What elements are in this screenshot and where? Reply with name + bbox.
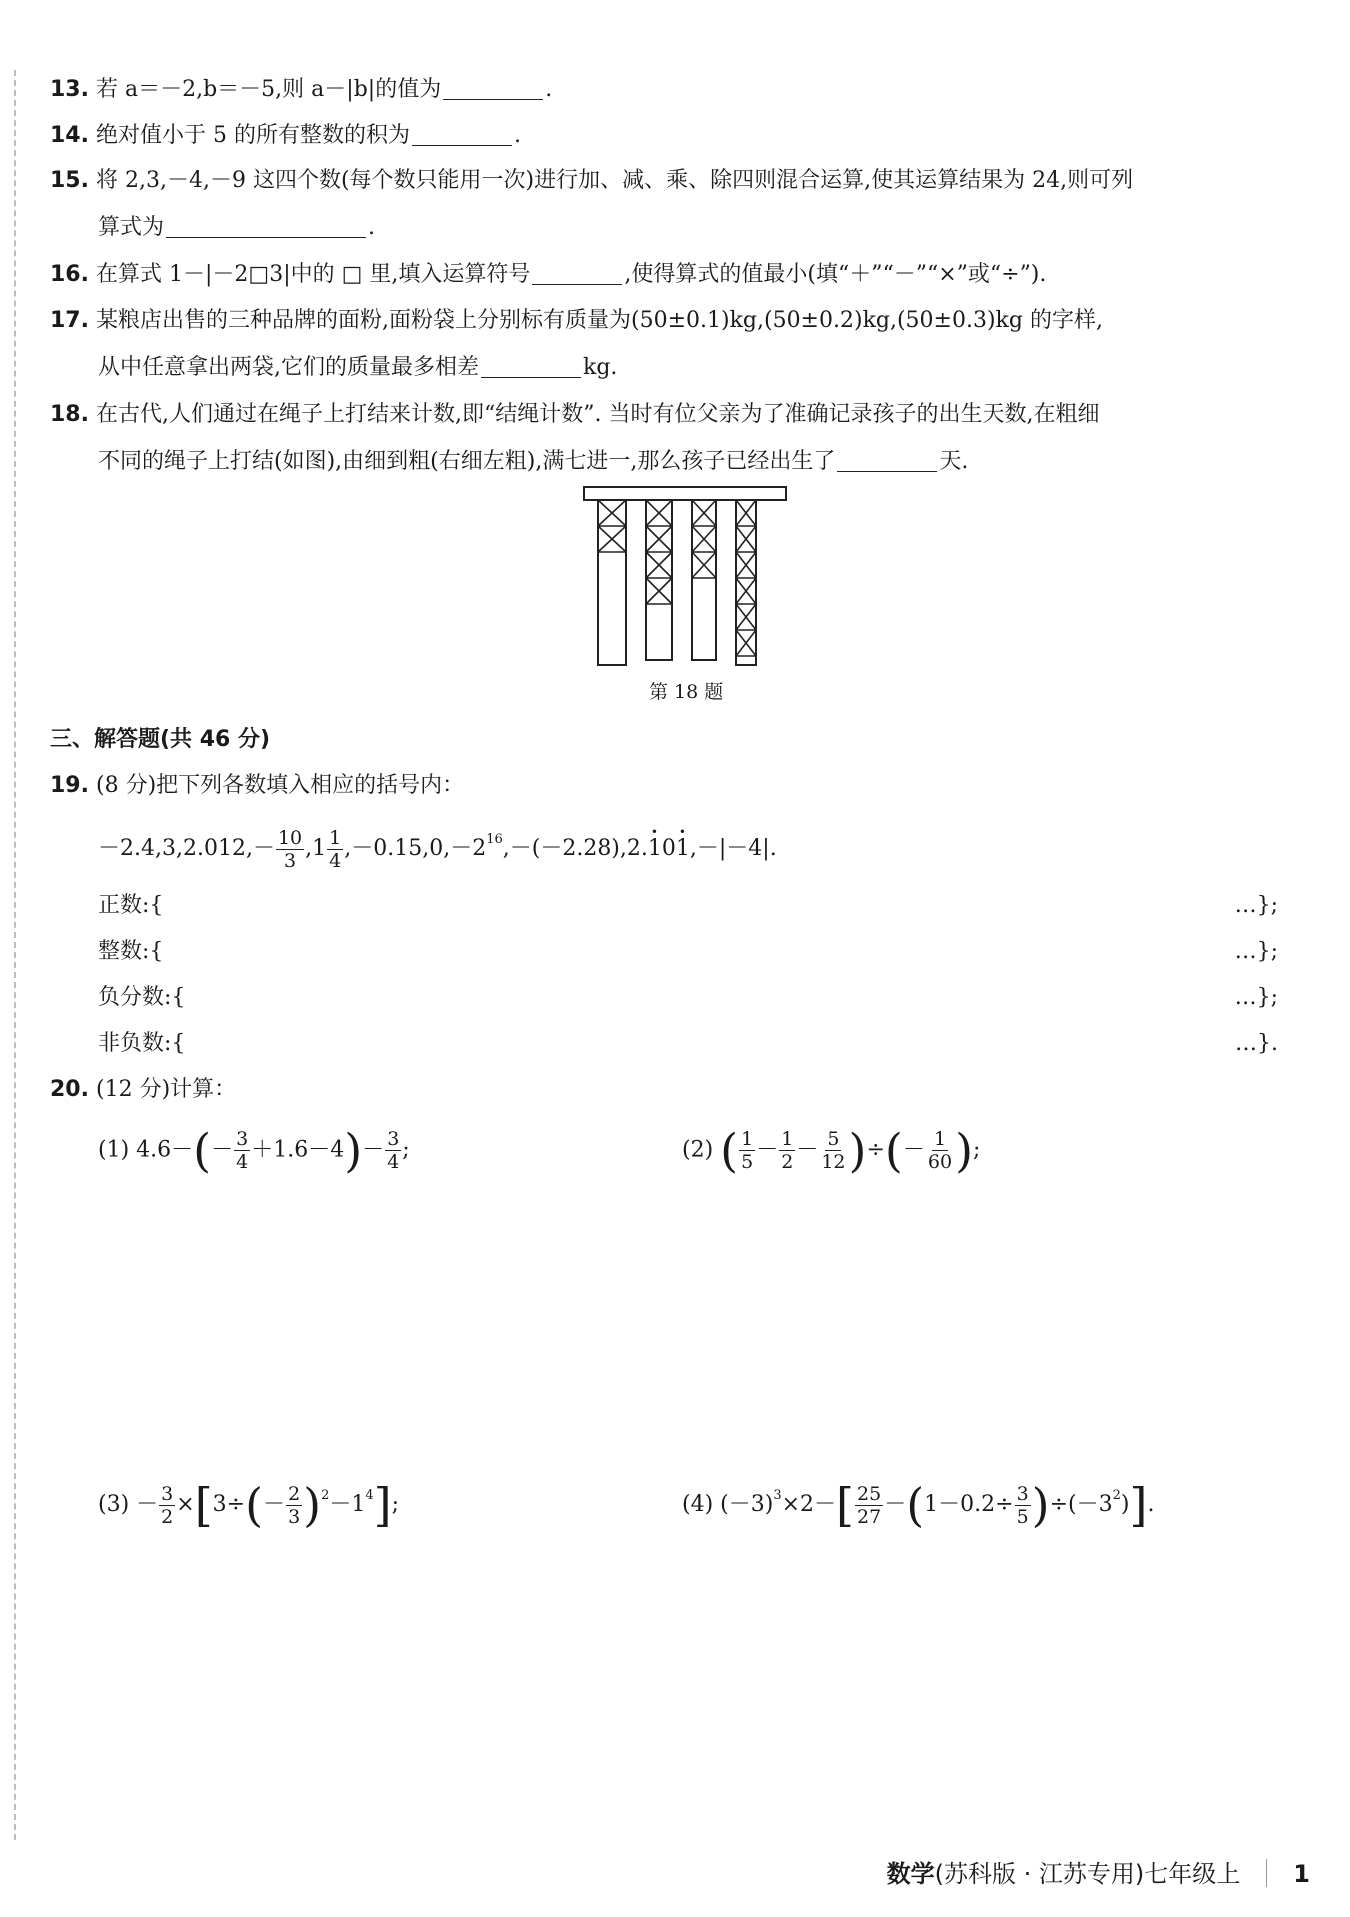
question-number: 17. <box>50 308 89 333</box>
answer-blank[interactable] <box>532 260 622 285</box>
problem-4: (4) $(-3)^3\times 2-$[ $\frac{25}{27}$ －(1－0.2÷ $\frac{3}{5}$ )$\div(-3^2)$]. <box>682 1478 1155 1532</box>
bracket: ] <box>373 1478 392 1532</box>
bracket: ] <box>1129 1478 1148 1532</box>
question-text: 不同的绳子上打结(如图),由细到粗(右细左粗),满七进一,那么孩子已经出生了 <box>98 449 836 474</box>
expr-text: (4) (－3) <box>682 1492 774 1517</box>
answer-blank[interactable] <box>837 447 937 472</box>
denominator: 3 <box>284 849 297 872</box>
fraction <box>159 1483 175 1528</box>
set-label: 正数:{ <box>98 893 164 918</box>
fraction <box>819 1128 847 1173</box>
answer-blank[interactable] <box>443 75 543 100</box>
expr-text: ÷(－3 <box>1049 1492 1113 1517</box>
rope <box>598 500 626 665</box>
denominator: 4 <box>329 849 342 872</box>
numerator: 1 <box>329 826 342 849</box>
question-text: 将 2,3,－4,－9 这四个数(每个数只能用一次)进行加、减、乘、除四则混合运算,使其运算结果为 24,则可列 <box>96 168 1134 193</box>
unit-text: 天. <box>939 449 969 474</box>
expr-text: －1 <box>329 1492 366 1517</box>
question-number: 16. <box>50 262 89 287</box>
question-18 <box>50 397 1099 433</box>
ropes <box>598 500 756 665</box>
question-number: 20. <box>50 1077 89 1102</box>
number-text: ,－0.15,0,－2 <box>344 836 487 861</box>
set-close: …}. <box>1235 1031 1278 1056</box>
numerator: 25 <box>857 1482 882 1505</box>
question-number: 18. <box>50 402 89 427</box>
denominator: 12 <box>821 1151 846 1173</box>
problem-3: (3) － $\frac{3}{2}$ ×[3÷(－ $\frac{2}{3}$ )$^2-1^4$]; <box>98 1478 400 1532</box>
set-integer[interactable] <box>98 934 1278 970</box>
bracket: [ <box>836 1478 854 1532</box>
paren: ) <box>303 1478 322 1532</box>
denominator: 5 <box>741 1151 754 1173</box>
punctuation: ; <box>391 1492 400 1517</box>
fraction <box>385 1128 401 1173</box>
paren: ( <box>884 1123 903 1178</box>
rope <box>692 500 716 660</box>
denominator: 2 <box>781 1151 794 1173</box>
expr-text: (3) － <box>98 1492 159 1517</box>
denominator: 4 <box>236 1151 249 1173</box>
expr-text: (2) <box>682 1137 714 1163</box>
binding-margin-line <box>14 70 16 1840</box>
problem-1: (1) 4.6－(－ $\frac{3}{4}$ ＋1.6－4)－ $\frac{3}{4}$ ; <box>98 1123 410 1178</box>
question-16 <box>50 257 1046 293</box>
repeating-digit: • 1 <box>676 831 690 867</box>
expr-text: － <box>362 1137 385 1163</box>
fraction <box>779 1128 795 1173</box>
question-number: 19. <box>50 773 89 798</box>
answer-blank[interactable] <box>412 121 512 146</box>
problem-2: (2) ( $\frac{1}{5}$ － $\frac{1}{2}$ － $\frac{5}{12}$ )÷(－ $\frac{1}{60}$ ); <box>682 1123 981 1178</box>
exponent: 3 <box>773 1488 782 1503</box>
digit: 0 <box>661 836 676 861</box>
exponent: 2 <box>1112 1488 1121 1503</box>
fraction <box>1015 1483 1031 1528</box>
question-18-line2 <box>98 444 968 480</box>
numerator: 2 <box>288 1482 301 1505</box>
question-text: (12 分)计算： <box>96 1077 237 1102</box>
expr-text: (1) 4.6－ <box>98 1137 194 1163</box>
page-footer <box>887 1854 1310 1889</box>
denominator: 60 <box>927 1151 953 1173</box>
question-text: 某粮店出售的三种品牌的面粉,面粉袋上分别标有质量为(50±0.1)kg,(50±0.2)kg,(50±0.3)kg 的字样, <box>96 308 1103 333</box>
fraction <box>327 827 343 872</box>
paren: ) <box>344 1123 363 1178</box>
fraction <box>286 1483 302 1528</box>
question-text: 若 a＝－2,b＝－5,则 a－|b|的值为 <box>96 77 442 102</box>
question-15-line2 <box>98 210 375 246</box>
denominator: 4 <box>387 1151 400 1173</box>
exponent: 4 <box>365 1488 374 1503</box>
number-list <box>98 822 777 872</box>
question-number: 13. <box>50 77 89 102</box>
paren: ( <box>245 1478 264 1532</box>
punctuation: . <box>1147 1492 1155 1517</box>
set-nonnegative[interactable] <box>98 1026 1278 1062</box>
knot-rope-figure <box>580 485 792 677</box>
exponent: 2 <box>321 1488 330 1503</box>
punctuation: . <box>513 123 521 148</box>
paren: ( <box>906 1478 925 1532</box>
question-text: 算式为 <box>98 215 165 240</box>
question-20 <box>50 1072 236 1108</box>
punctuation: ; <box>402 1137 410 1163</box>
page-number: 1 <box>1293 1860 1310 1888</box>
punctuation: ; <box>973 1137 981 1163</box>
expr-text: × <box>176 1492 195 1517</box>
expr-text: ÷ <box>866 1137 885 1163</box>
set-negative-fraction[interactable] <box>98 980 1278 1016</box>
question-17 <box>50 303 1103 339</box>
expr-text: 1－0.2÷ <box>924 1492 1014 1517</box>
repeating-digit: • 1 <box>648 831 662 867</box>
set-label: 整数:{ <box>98 939 164 964</box>
expr-text: ) <box>1120 1492 1130 1517</box>
question-number: 15. <box>50 168 89 193</box>
numerator: 10 <box>277 826 303 849</box>
footer-edition: (苏科版 · 江苏专用)七年级上 <box>934 1860 1241 1888</box>
paren: ) <box>848 1123 867 1178</box>
question-17-line2 <box>98 350 617 386</box>
punctuation: . <box>368 215 376 240</box>
fraction <box>234 1128 250 1173</box>
number-text: ,－(－2.28),2. <box>502 836 648 861</box>
fraction <box>855 1483 883 1528</box>
operator-box: □ <box>248 262 270 287</box>
question-19 <box>50 768 464 804</box>
set-close: …}; <box>1234 893 1278 918</box>
denominator: 2 <box>161 1505 174 1528</box>
numerator: 1 <box>781 1128 794 1150</box>
numerator: 1 <box>933 1128 947 1150</box>
question-13 <box>50 72 552 108</box>
number-text: －2.4,3,2.012,－ <box>98 836 275 861</box>
question-text: 在算式 1－|－2 <box>96 262 249 287</box>
question-text: ,使得算式的值最小(填“＋”“－”“×”或“÷”). <box>624 262 1047 287</box>
footer-divider <box>1266 1859 1267 1887</box>
expr-text: 3÷ <box>212 1492 246 1517</box>
number-text: ,－|－4|. <box>689 836 777 861</box>
punctuation: . <box>545 77 553 102</box>
answer-blank[interactable] <box>166 213 366 238</box>
paren: ( <box>193 1123 212 1178</box>
set-label: 负分数:{ <box>98 985 186 1010</box>
paren: ( <box>720 1123 739 1178</box>
expr-text: ×2－ <box>781 1492 837 1517</box>
numerator: 3 <box>161 1482 174 1505</box>
fraction <box>276 827 304 872</box>
question-text: 在古代,人们通过在绳子上打结来计数,即“结绳计数”. 当时有位父亲为了准确记录孩子的出生天数,在粗细 <box>96 402 1100 427</box>
denominator: 27 <box>857 1505 882 1528</box>
rope <box>646 500 672 660</box>
question-text: 绝对值小于 5 的所有整数的积为 <box>96 123 410 148</box>
fraction <box>926 1128 954 1173</box>
top-bar <box>584 487 786 500</box>
set-close: …}; <box>1234 939 1278 964</box>
question-text: 3|中的 □ 里,填入运算符号 <box>269 262 531 287</box>
numerator: 3 <box>1016 1482 1029 1505</box>
question-15 <box>50 163 1133 199</box>
exponent: 16 <box>486 832 503 847</box>
question-14 <box>50 118 521 154</box>
numerator: 3 <box>236 1128 249 1150</box>
bracket: [ <box>194 1478 213 1532</box>
denominator: 3 <box>288 1505 301 1528</box>
denominator: 5 <box>1016 1505 1029 1528</box>
set-close: …}; <box>1234 985 1278 1010</box>
figure-caption: 第 18 题 <box>649 681 724 703</box>
set-positive[interactable] <box>98 888 1278 924</box>
numerator: 3 <box>387 1128 400 1150</box>
expr-text: ＋1.6－4 <box>251 1137 345 1163</box>
paren: ) <box>1031 1478 1050 1532</box>
question-text: 从中任意拿出两袋,它们的质量最多相差 <box>98 355 479 380</box>
number-text: ,1 <box>305 836 327 861</box>
fraction <box>739 1128 755 1173</box>
footer-subject: 数学 <box>886 1860 935 1888</box>
paren: ) <box>955 1123 974 1178</box>
section-title: 三、解答题(共 46 分) <box>50 727 271 752</box>
numerator: 5 <box>827 1128 840 1150</box>
question-number: 14. <box>50 123 89 148</box>
question-text: (8 分)把下列各数填入相应的括号内： <box>96 773 465 798</box>
numerator: 1 <box>741 1128 754 1150</box>
unit-text: kg. <box>583 355 618 380</box>
set-label: 非负数:{ <box>98 1031 186 1056</box>
answer-blank[interactable] <box>481 353 581 378</box>
